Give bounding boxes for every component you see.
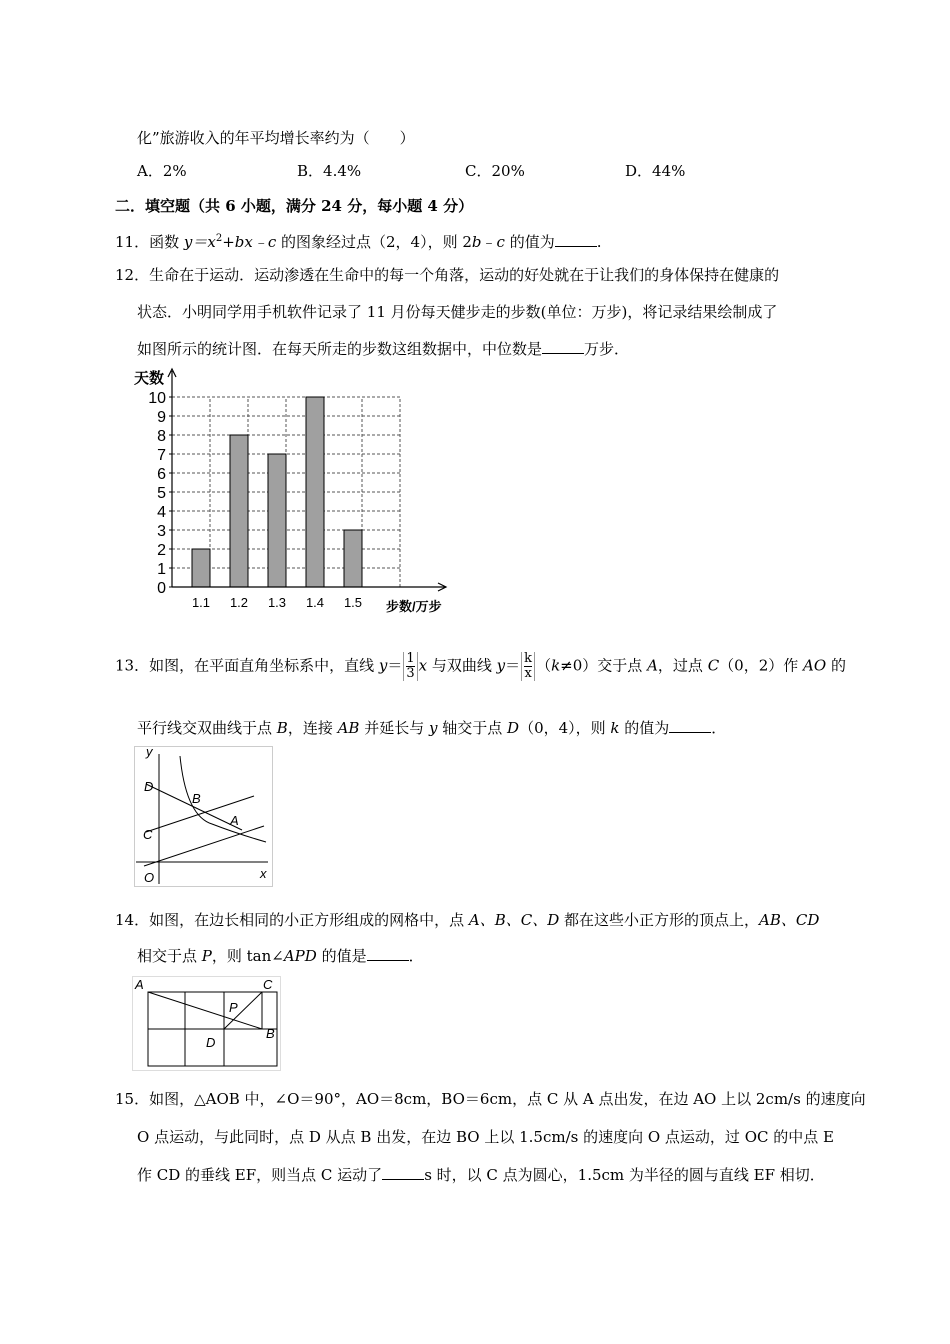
question-14-line2 [137, 946, 424, 966]
q14-grid [148, 992, 277, 1066]
q11-end: . [596, 233, 602, 251]
q13-answer-blank[interactable] [669, 718, 711, 733]
q13-line-oa [144, 826, 264, 866]
q13-f1-den: 3 [406, 666, 415, 681]
y-tick-label: 7 [157, 447, 166, 464]
section-title: 二．填空题（共 6 小题，满分 24 分，每小题 4 分） [115, 197, 474, 215]
q13-p1: 如图，在平面直角坐标系中，直线 [149, 656, 379, 675]
bar [268, 454, 286, 587]
q13-l2e: （0，4），则 [519, 719, 611, 737]
q15-l3a: 作 CD 的垂线 EF，则当点 C 运动了 [137, 1166, 383, 1184]
q14-l1: 如图，在边长相同的小正方形组成的网格中，点 [149, 911, 469, 929]
q10-option-b[interactable]: B．4.4% [297, 162, 362, 180]
q14-grid-figure [132, 976, 282, 1072]
x-tick-label: 1.2 [229, 595, 249, 610]
x-tick-label: 1.5 [343, 595, 363, 610]
bar [306, 397, 324, 587]
q13-yy: y [429, 719, 438, 737]
q13-f2-num: k [524, 651, 533, 666]
question-15-line2: O 点运动，与此同时，点 D 从点 B 出发，在边 BO 上以 1.5cm/s 的速度向 O 点运动，过 OC 的中点 E [137, 1128, 834, 1146]
q13-label-c: C [143, 827, 153, 842]
q13-p6: （0，2）作 [719, 656, 804, 675]
step-count-bar-chart [130, 365, 460, 615]
q11-text3: 的值为 [504, 233, 555, 251]
question-12-line1 [115, 265, 779, 285]
q13-fraction-one-third [403, 652, 417, 681]
q13-fraction-k-over-x [521, 652, 535, 681]
question-12-line3 [137, 339, 629, 359]
y-tick-label: 5 [157, 485, 166, 502]
q14-l2b: ，则 tan∠ [211, 947, 284, 965]
chart-x-ticks [192, 595, 362, 610]
q13-p7: 的 [826, 656, 846, 675]
y-tick-label: 2 [157, 542, 166, 559]
q12-answer-blank[interactable] [542, 339, 584, 354]
q14-apd: APD [283, 947, 317, 965]
q13-eq2: ＝ [505, 656, 521, 675]
y-tick-label: 0 [157, 580, 166, 597]
q11-text2: 的图象经过点（2，4），则 2 [276, 233, 472, 251]
q11-sup: 2 [215, 233, 223, 244]
q14-label-c: C [263, 977, 273, 992]
q10-option-d[interactable]: D．44% [625, 162, 686, 180]
q13-label-b: B [192, 791, 201, 806]
q12-line3a: 如图所示的统计图．在每天所走的步数这组数据中，中位数是 [137, 340, 543, 358]
y-tick-label: 4 [157, 504, 166, 521]
q13-B: B [276, 719, 288, 737]
q13-eq: ＝ [387, 656, 403, 675]
q14-label-p: P [229, 1000, 238, 1015]
chart-x-label: 步数/万步 [386, 599, 442, 614]
q14-answer-blank[interactable] [367, 946, 409, 961]
q13-p3: （ [536, 656, 552, 675]
y-tick-label: 8 [157, 428, 166, 445]
q11-eq2: +bx﹣c [222, 233, 277, 251]
q14-number: 14． [115, 911, 150, 929]
q13-p2: 与双曲线 [427, 656, 497, 675]
q11-b: b [471, 233, 482, 251]
q15-l1: 如图，△AOB 中，∠O＝90°，AO＝8cm，BO＝6cm，点 C 从 A 点出发，在边 AO 上以 2cm/s 的速度向 [149, 1090, 866, 1108]
q11-c: c [496, 233, 505, 251]
q14-label-b: B [266, 1026, 275, 1041]
question-15-line3 [137, 1165, 825, 1185]
q15-number: 15． [115, 1090, 150, 1108]
q14-pts: A、B、C、D [468, 911, 560, 929]
y-tick-label: 9 [157, 409, 166, 426]
q11-minus: ﹣ [481, 233, 497, 251]
x-tick-label: 1.3 [267, 595, 287, 610]
q14-abcd: AB、CD [759, 911, 820, 929]
chart-y-label: 天数 [134, 370, 165, 387]
q14-label-d: D [206, 1035, 216, 1050]
y-tick-label: 10 [148, 390, 166, 407]
q13-p4: ≠0）交于点 [560, 656, 648, 675]
q10-tail: 化”旅游收入的年平均增长率约为（ ） [137, 129, 415, 147]
q13-y: y [378, 656, 388, 675]
q13-x: x [418, 656, 428, 675]
q13-label-d: D [144, 779, 154, 794]
q13-l2f: 的值为 [619, 719, 670, 737]
y-tick-label: 6 [157, 466, 166, 483]
q13-l2b: ，连接 [287, 719, 338, 737]
q13-p5: ，过点 [657, 656, 708, 675]
q14-p: P [201, 947, 212, 965]
q13-label-a: A [230, 813, 239, 828]
q13-f1-num: 1 [406, 651, 415, 666]
x-tick-label: 1.1 [191, 595, 211, 610]
q13-y2: y [496, 656, 506, 675]
q13-label-x: x [260, 866, 267, 881]
q13-k: k [551, 656, 561, 675]
question-13-line2 [137, 718, 726, 738]
q14-l1b: 都在这些小正方形的顶点上， [559, 911, 760, 929]
q14-segment-ab [148, 992, 262, 1029]
q14-l2a: 相交于点 [137, 947, 202, 965]
question-14-line1 [115, 910, 819, 930]
bar [344, 530, 362, 587]
q13-end: ． [711, 719, 727, 737]
y-tick-label: 1 [157, 561, 166, 578]
bar [192, 549, 210, 587]
q13-D: D [507, 719, 520, 737]
q11-number: 11． [115, 233, 150, 251]
q12-number: 12． [115, 266, 150, 284]
question-13-line1 [115, 652, 846, 681]
q14-label-a: A [135, 977, 144, 992]
q13-C: C [707, 656, 720, 675]
q13-l2a: 平行线交双曲线于点 [137, 719, 277, 737]
q13-AO: AO [803, 656, 827, 675]
q13-f2-den: x [524, 666, 532, 681]
q13-label-o: O [144, 870, 155, 885]
q12-line1: 生命在于运动．运动渗透在生命中的每一个角落，运动的好处就在于让我们的身体保持在健康的 [149, 266, 780, 284]
q14-end: ． [408, 947, 424, 965]
chart-y-ticks [148, 390, 172, 597]
question-11 [115, 229, 601, 252]
q13-label-y: y [146, 746, 153, 759]
q13-A: A [647, 656, 658, 675]
q13-coordinate-figure [134, 746, 274, 888]
q11-answer-blank[interactable] [555, 232, 597, 247]
q15-answer-blank[interactable] [382, 1165, 424, 1180]
q14-l2c: 的值是 [316, 947, 367, 965]
q13-number: 13． [115, 656, 150, 675]
bar [230, 435, 248, 587]
q12-line3b: 万步． [584, 340, 630, 358]
q10-option-c[interactable]: C．20% [465, 162, 525, 180]
q15-l3b: s 时，以 C 点为圆心，1.5cm 为半径的圆与直线 EF 相切． [424, 1166, 825, 1184]
x-tick-label: 1.4 [305, 595, 325, 610]
q10-option-a[interactable]: A．2% [137, 162, 187, 180]
y-tick-label: 3 [157, 523, 166, 540]
q11-eq: y＝x [183, 233, 216, 251]
q13-l2d: 轴交于点 [437, 719, 508, 737]
q11-text: 函数 [149, 233, 184, 251]
question-15-line1 [115, 1089, 866, 1109]
question-12-line2: 状态．小明同学用手机软件记录了 11 月份每天健步走的步数(单位：万步)，将记录结果绘制成了 [137, 303, 778, 321]
q13-AB: AB [337, 719, 360, 737]
q13-kk: k [610, 719, 620, 737]
q13-l2c: 并延长与 [359, 719, 429, 737]
